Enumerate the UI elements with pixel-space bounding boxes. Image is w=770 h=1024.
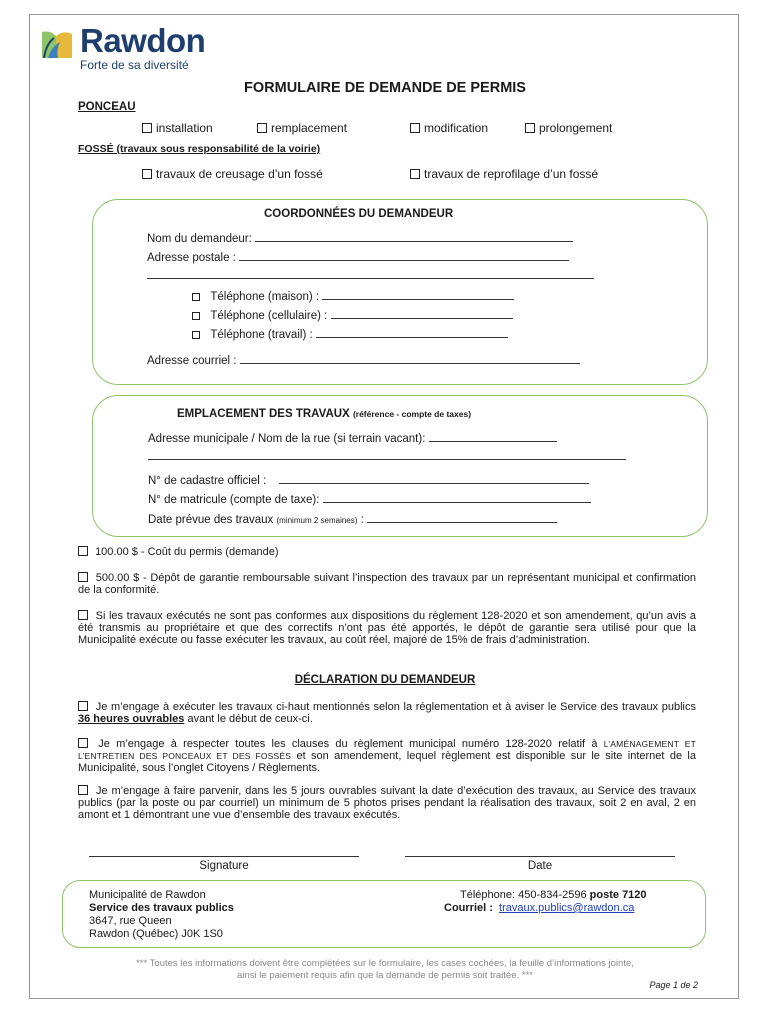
- checkbox[interactable]: [78, 785, 88, 795]
- courriel-field[interactable]: Adresse courriel :: [147, 352, 580, 367]
- tel-cell-field[interactable]: Téléphone (cellulaire) :: [192, 307, 513, 322]
- street: 3647, rue Queen: [89, 915, 172, 927]
- checkbox[interactable]: [142, 123, 152, 133]
- declaration-title: DÉCLARATION DU DEMANDEUR: [294, 674, 476, 686]
- checkbox[interactable]: [192, 312, 200, 320]
- checkbox[interactable]: [257, 123, 267, 133]
- requirements-note: *** Toutes les informations doivent être complétées sur le formulaire, les cases cochées, la feuille d’informations jointe, ainsi le paiement requis afin que la demande de permis soit traitée. ***: [136, 958, 634, 981]
- option-installation[interactable]: installation: [142, 121, 213, 135]
- service-name: Service des travaux publics: [89, 902, 234, 914]
- checkbox[interactable]: [192, 293, 200, 301]
- brand-tagline: Forte de sa diversité: [80, 58, 189, 72]
- tel-travail-field[interactable]: Téléphone (travail) :: [192, 326, 508, 341]
- checkbox[interactable]: [78, 546, 88, 556]
- signature-label: Signature: [199, 860, 249, 872]
- signature-line[interactable]: [89, 856, 359, 857]
- brand-name: Rawdon: [80, 22, 206, 59]
- declaration-item-1[interactable]: Je m’engage à exécuter les travaux ci-haut mentionnés selon la réglementation et à aviser le Service des travaux publics 36 heures ouvrables avant le début de ceux-ci.: [78, 701, 696, 726]
- checkbox[interactable]: [78, 572, 88, 582]
- coordonnees-title: COORDONNÉES DU DEMANDEUR: [264, 208, 454, 220]
- checkbox[interactable]: [78, 701, 88, 711]
- fee-depot[interactable]: 500.00 $ - Dépôt de garantie remboursable suivant l’inspection des travaux par un représentant municipal et confirmation de la conformité.: [78, 572, 696, 597]
- ponceau-heading: PONCEAU: [78, 101, 136, 113]
- date-field[interactable]: Date prévue des travaux (minimum 2 semaines) :: [148, 511, 557, 526]
- option-creusage[interactable]: travaux de creusage d’un fossé: [142, 167, 323, 181]
- fee-cout[interactable]: 100.00 $ - Coût du permis (demande): [78, 546, 696, 558]
- declaration-item-3[interactable]: Je m’engage à faire parvenir, dans les 5 jours ouvrables suivant la date d’exécution des travaux, au Service des travaux publics (par la poste ou par courriel) un minimum de 5 photos prises pendant la réalisation des travaux, soit 2 en aval, 2 en amont et 1 démontrant une vue d’ensemble des travaux exécutés.: [78, 785, 696, 822]
- form-title: FORMULAIRE DE DEMANDE DE PERMIS: [244, 80, 526, 96]
- contact-email: Courriel : travaux.publics@rawdon.ca: [444, 902, 635, 914]
- tel-maison-field[interactable]: Téléphone (maison) :: [192, 288, 514, 303]
- date-label: Date: [527, 860, 553, 872]
- nom-field[interactable]: Nom du demandeur:: [147, 230, 573, 245]
- adresse-municipale-line-2[interactable]: [148, 448, 626, 460]
- option-prolongement[interactable]: prolongement: [525, 121, 612, 135]
- fosse-heading: FOSSÉ (travaux sous responsabilité de la voirie): [78, 143, 321, 155]
- declaration-item-2[interactable]: Je m’engage à respecter toutes les clauses du règlement municipal numéro 128-2020 relatif à L’AMÉNAGEMENT ET L’ENTRETIEN DES PONCEAUX ET DES FOSSÉS et son amendement, lequel règlement est disponible sur le site internet de la Municipalité, sous l’onglet Citoyens / Règlements.: [78, 738, 696, 775]
- matricule-field[interactable]: N° de matricule (compte de taxe):: [148, 491, 591, 506]
- checkbox[interactable]: [192, 331, 200, 339]
- fee-non-conforme[interactable]: Si les travaux exécutés ne sont pas conformes aux dispositions du règlement 128-2020 et son amendement, qu’un avis a été transmis au propriétaire et que des correctifs n’ont pas été apportés, le dépôt de garantie sera utilisé pour que la Municipalité exécute ou fasse exécuter les travaux, au coût réel, majoré de 15% de frais d’administration.: [78, 610, 697, 647]
- rawdon-logo-icon: [40, 28, 76, 60]
- city: Rawdon (Québec) J0K 1S0: [89, 928, 223, 940]
- adresse-municipale-field[interactable]: Adresse municipale / Nom de la rue (si terrain vacant):: [148, 430, 557, 445]
- contact-address: [89, 889, 234, 941]
- checkbox[interactable]: [410, 169, 420, 179]
- checkbox[interactable]: [142, 169, 152, 179]
- option-reprofilage[interactable]: travaux de reprofilage d’un fossé: [410, 167, 598, 181]
- email-link[interactable]: travaux.publics@rawdon.ca: [499, 902, 635, 914]
- option-remplacement[interactable]: remplacement: [257, 121, 347, 135]
- contact-phone: Téléphone: 450-834-2596 poste 7120: [460, 889, 647, 901]
- checkbox[interactable]: [78, 610, 88, 620]
- adresse-field[interactable]: Adresse postale :: [147, 249, 569, 264]
- checkbox[interactable]: [410, 123, 420, 133]
- page-number: Page 1 de 2: [649, 980, 698, 990]
- org-name: Municipalité de Rawdon: [89, 889, 206, 901]
- checkbox[interactable]: [525, 123, 535, 133]
- cadastre-field[interactable]: N° de cadastre officiel :: [148, 472, 589, 487]
- adresse-line-2[interactable]: [147, 267, 594, 279]
- checkbox[interactable]: [78, 738, 88, 748]
- emplacement-title: EMPLACEMENT DES TRAVAUX (référence - compte de taxes): [177, 408, 472, 420]
- option-modification[interactable]: modification: [410, 121, 488, 135]
- date-line[interactable]: [405, 856, 675, 857]
